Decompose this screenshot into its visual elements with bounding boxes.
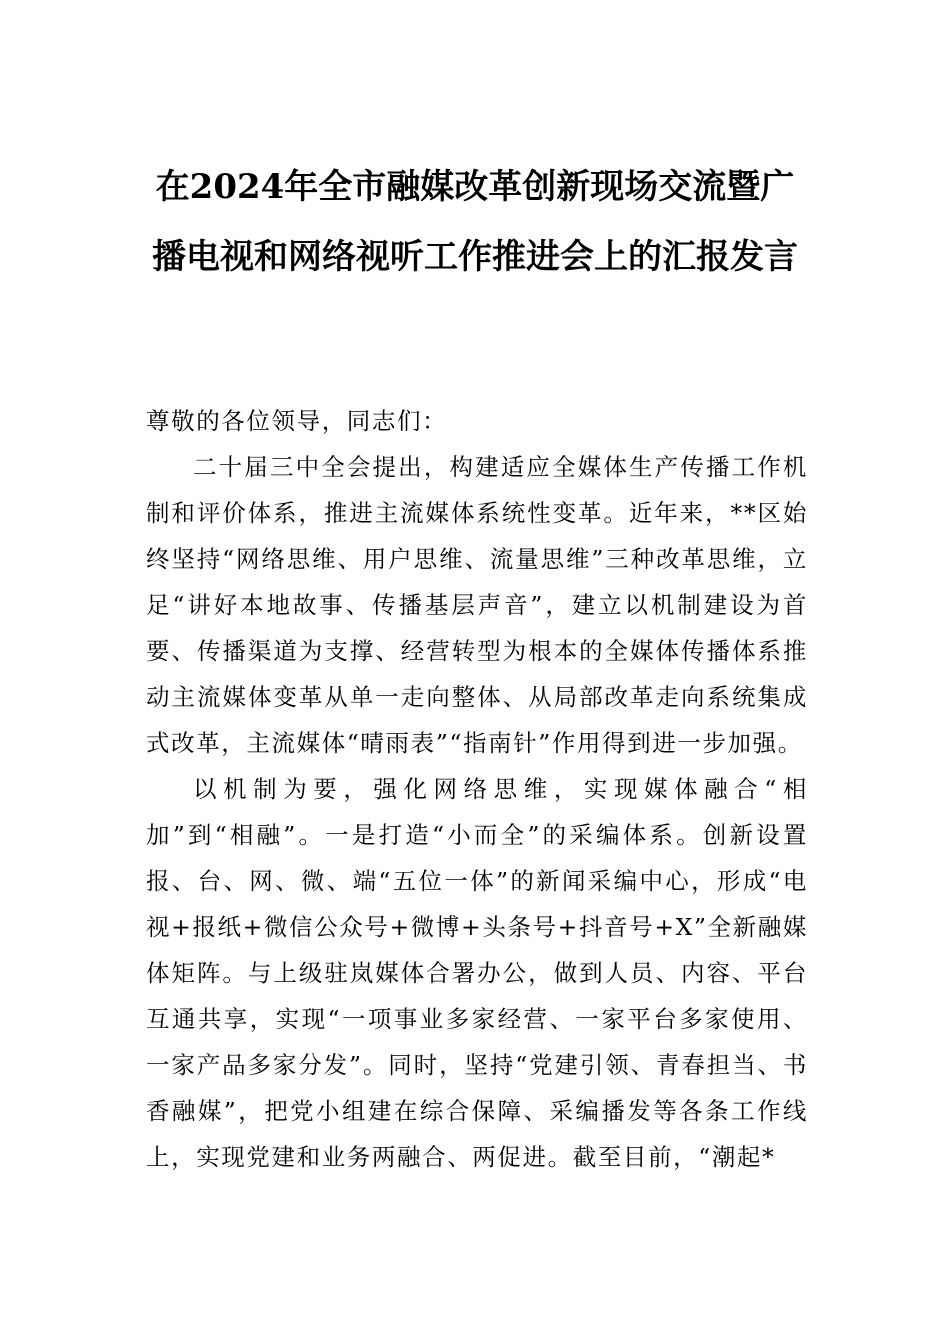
paragraph-intro: 二十届三中全会提出，构建适应全媒体生产传播工作机制和评价体系，推进主流媒体系统性变革。近年来，**区始终坚持“网络思维、用户思维、流量思维”三种改革思维，立足“讲好本地故事、传播基层声音”，建立以机制建设为首要、传播渠道为支撑、经营转型为根本的全媒体传播体系推动主流媒体变革从单一走向整体、从局部改革走向系统集成式改革，主流媒体“晴雨表”“指南针”作用得到进一步加强。 [146, 453, 808, 757]
salutation: 尊敬的各位领导，同志们： [146, 407, 448, 435]
document-body [146, 398, 808, 1180]
document-title: 在2024年全市融媒改革创新现场交流暨广播电视和网络视听工作推进会上的汇报发言 [152, 167, 798, 277]
paragraph-mechanism: 以机制为要，强化网络思维，实现媒体融合“相加”到“相融”。一是打造“小而全”的采编体系。创新设置报、台、网、微、端“五位一体”的新闻采编中心，形成“电视+报纸+微信公众号+微博+头条号+抖音号+X”全新融媒体矩阵。与上级驻岚媒体合署办公，做到人员、内容、平台互通共享，实现“一项事业多家经营、一家平台多家使用、一家产品多家分发”。同时，坚持“党建引领、青春担当、书香融媒”，把党小组建在综合保障、采编播发等各条工作线上，实现党建和业务两融合、两促进。截至目前，“潮起* [146, 775, 808, 1171]
